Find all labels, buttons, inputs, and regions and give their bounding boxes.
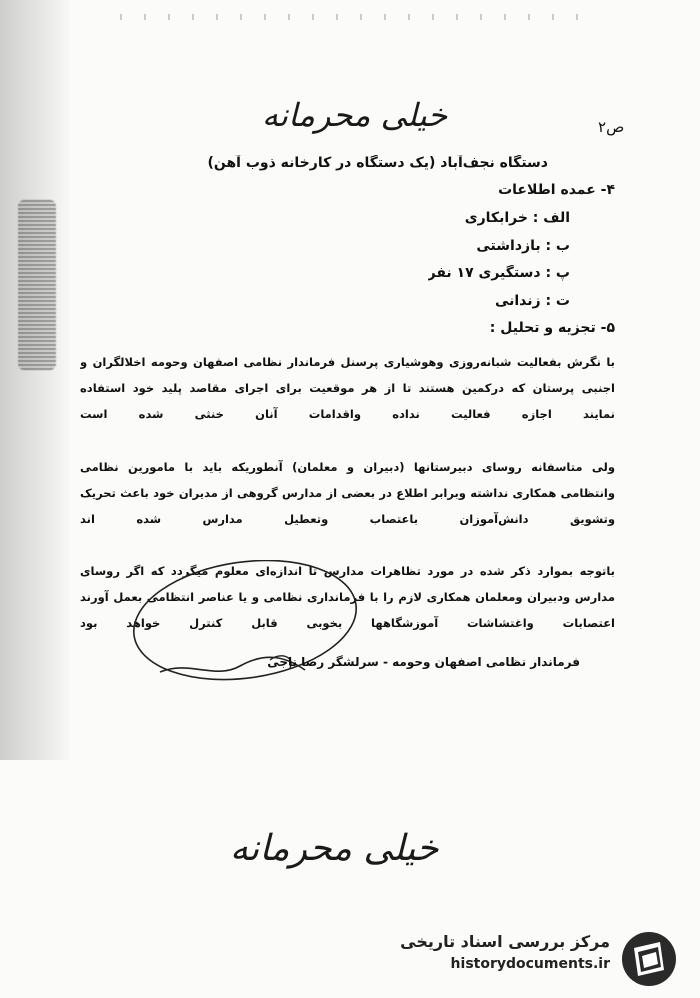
section-4-heading: ۴- عمده اطلاعات xyxy=(498,182,615,198)
perforation-marks xyxy=(120,14,580,20)
watermark-url: historydocuments.ir xyxy=(450,956,610,972)
list-item: الف : خرابکاری xyxy=(464,210,570,226)
subject-line: دستگاه نجف‌آباد (یک دستگاه در کارخانه ذوب آهن) xyxy=(207,155,548,171)
watermark xyxy=(400,930,680,986)
body-text-line: نمایند اجازه فعالیت نداده واقدامات آنان خنثی شده است xyxy=(80,407,615,421)
watermark-title: مرکز بررسی اسناد تاریخی xyxy=(400,932,610,951)
signature-circle-mark xyxy=(120,560,380,700)
body-text-line: با نگرش بفعالیت شبانه‌روزی وهوشیاری پرسنل فرماندار نظامی اصفهان وحومه اخلالگران و xyxy=(80,355,615,369)
body-text-line: باتوجه بموارد ذکر شده در مورد تظاهرات مدارس تا اندازه‌ای معلوم میگردد که اگر روسای xyxy=(80,564,615,578)
signature-line: فرماندار نظامی اصفهان وحومه - سرلشگر رضا ناجی xyxy=(267,655,580,669)
list-item: پ : دستگیری ۱۷ نفر xyxy=(427,265,570,281)
page-number: ص۲ xyxy=(598,118,625,136)
scan-edge-smudge xyxy=(18,200,56,370)
body-text-line: وانتظامی همکاری نداشته وبرابر اطلاع در بعضی از مدارس گروهی از مدیران خود باعث تحریک xyxy=(80,486,615,500)
body-text-line: ولی متاسفانه روسای دبیرستانها (دبیران و معلمان) آنطوریکه باید با مامورین نظامی xyxy=(80,460,615,474)
body-text-line: اعتصابات واغتشاشات آموزشگاهها بخوبی قابل کنترل خواهد بود xyxy=(80,616,615,630)
list-item: ت : زندانی xyxy=(494,293,570,309)
section-5-heading: ۵- تجزیه و تحلیل : xyxy=(489,320,615,336)
list-item: ب : بازداشتی xyxy=(476,238,570,254)
body-text-line: مدارس ودبیران ومعلمان همکاری لازم را با فرمانداری نظامی و یا عناصر انتظامی بعمل آورند xyxy=(80,590,615,604)
scan-edge-shadow xyxy=(0,0,70,760)
body-text-line: اجنبی پرستان که درکمین هستند تا از هر موقعیت برای اجرای مقاصد پلید خود استفاده xyxy=(80,381,615,395)
classification-stamp-bottom: خیلی محرمانه xyxy=(230,828,439,869)
classification-stamp-top: خیلی محرمانه xyxy=(262,96,448,134)
body-text-line: وتشویق دانش‌آموزان باعتصاب وتعطیل مدارس شده اند xyxy=(80,512,615,526)
archive-logo-icon xyxy=(620,930,678,988)
